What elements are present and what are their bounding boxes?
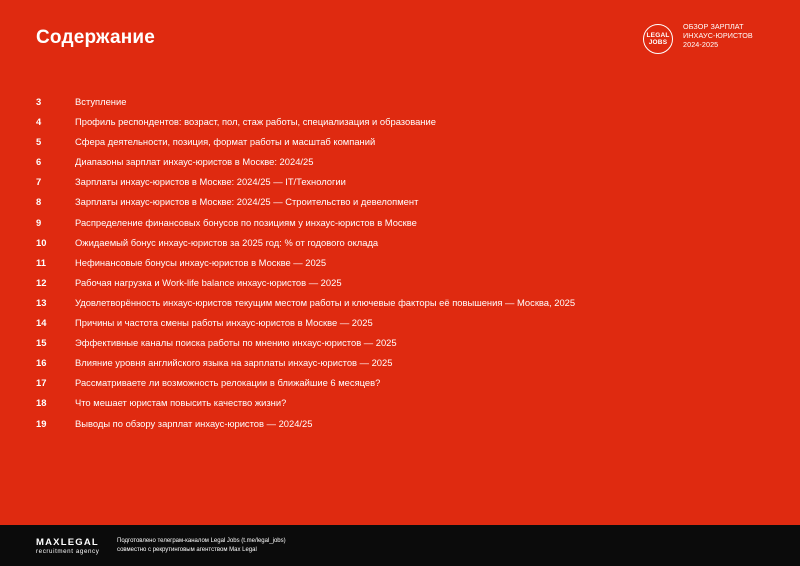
- toc-row[interactable]: [0, 152, 800, 172]
- toc-entry-title: Эффективные каналы поиска работы по мнению инхаус-юристов — 2025: [75, 337, 397, 349]
- toc-entry-title: Удовлетворённость инхаус-юристов текущим местом работы и ключевые факторы её повышения — Москва, 2025: [75, 296, 576, 308]
- maxlegal-name: MAXLEGAL: [36, 537, 99, 548]
- toc-page-number: 11: [36, 256, 46, 268]
- toc-entry-title: Профиль респондентов: возраст, пол, стаж работы, специализация и образование: [75, 116, 436, 128]
- toc-page-number: 19: [36, 417, 47, 429]
- report-title-line: ОБЗОР ЗАРПЛАТ: [683, 22, 744, 31]
- toc-row[interactable]: [0, 172, 800, 192]
- toc-row[interactable]: [0, 313, 800, 333]
- toc-page-number: 10: [36, 236, 47, 248]
- toc-entry-title: Причины и частота смены работы инхаус-юристов в Москве — 2025: [75, 317, 373, 329]
- toc-row[interactable]: [0, 112, 800, 132]
- toc-entry-title: Вступление: [75, 96, 127, 107]
- report-title: [683, 22, 753, 49]
- footer-credits: [117, 537, 286, 554]
- toc-row[interactable]: [0, 92, 800, 112]
- toc-page-number: 5: [36, 136, 42, 148]
- report-title-line: 2024-2025: [683, 40, 719, 49]
- toc-page-number: 4: [36, 116, 42, 128]
- toc-entry-title: Влияние уровня английского языка на зарплаты инхаус-юристов — 2025: [75, 357, 393, 369]
- toc-entry-title: Зарплаты инхаус-юристов в Москве: 2024/25 — Строительство и девелопмент: [75, 196, 419, 208]
- logo-text-bottom: JOBS: [648, 39, 668, 46]
- toc-row[interactable]: [0, 213, 800, 233]
- toc-page-number: 7: [36, 176, 42, 188]
- toc-row[interactable]: [0, 373, 800, 393]
- toc-row[interactable]: [0, 192, 800, 212]
- toc-page-number: 15: [36, 337, 47, 349]
- toc-row[interactable]: [0, 414, 800, 434]
- maxlegal-logo: [36, 538, 99, 555]
- toc-row[interactable]: [0, 293, 800, 313]
- toc-page-number: 13: [36, 296, 47, 308]
- legal-jobs-logo: [643, 24, 673, 54]
- toc-row[interactable]: [0, 253, 800, 273]
- toc-entry-title: Сфера деятельности, позиция, формат работы и масштаб компаний: [75, 136, 376, 148]
- report-title-line: ИНХАУС-ЮРИСТОВ: [683, 31, 753, 40]
- toc-page-number: 12: [36, 276, 47, 288]
- toc-entry-title: Диапазоны зарплат инхаус-юристов в Москве: 2024/25: [75, 156, 314, 168]
- page-title: Содержание: [36, 27, 156, 48]
- toc-page-number: 9: [36, 216, 42, 228]
- toc-row[interactable]: [0, 353, 800, 373]
- toc-page-number: 6: [36, 156, 42, 168]
- toc-row[interactable]: [0, 132, 800, 152]
- toc-row[interactable]: [0, 273, 800, 293]
- toc-entry-title: Распределение финансовых бонусов по позициям у инхаус-юристов в Москве: [75, 216, 417, 228]
- toc-entry-title: Ожидаемый бонус инхаус-юристов за 2025 год: % от годового оклада: [75, 236, 379, 248]
- footer: [0, 525, 800, 566]
- brand-block: [643, 22, 753, 54]
- toc-page-number: 3: [36, 96, 42, 107]
- toc-row[interactable]: [0, 393, 800, 413]
- credit-line: Подготовлено телеграм-каналом Legal Jobs (t.me/legal_jobs): [117, 538, 286, 544]
- table-of-contents: [0, 92, 800, 434]
- toc-entry-title: Нефинансовые бонусы инхаус-юристов в Москве — 2025: [75, 256, 327, 268]
- logo-text-top: LEGAL: [646, 32, 670, 39]
- toc-page-number: 14: [36, 317, 47, 329]
- toc-entry-title: Рассматриваете ли возможность релокации в ближайшие 6 месяцев?: [75, 377, 381, 389]
- toc-page-number: 18: [36, 397, 47, 409]
- toc-page-number: 16: [36, 357, 47, 369]
- toc-entry-title: Рабочая нагрузка и Work-life balance инхаус-юристов — 2025: [75, 276, 342, 288]
- toc-row[interactable]: [0, 333, 800, 353]
- toc-row[interactable]: [0, 233, 800, 253]
- toc-page-number: 8: [36, 196, 42, 208]
- credit-line: совместно с рекрутинговым агентством Max Legal: [117, 546, 257, 553]
- maxlegal-subtitle: recruitment agency: [36, 548, 100, 555]
- toc-entry-title: Выводы по обзору зарплат инхаус-юристов — 2024/25: [75, 417, 313, 429]
- toc-page-number: 17: [36, 377, 47, 389]
- toc-entry-title: Зарплаты инхаус-юристов в Москве: 2024/25 — IT/Технологии: [75, 176, 346, 188]
- toc-entry-title: Что мешает юристам повысить качество жизни?: [75, 397, 287, 409]
